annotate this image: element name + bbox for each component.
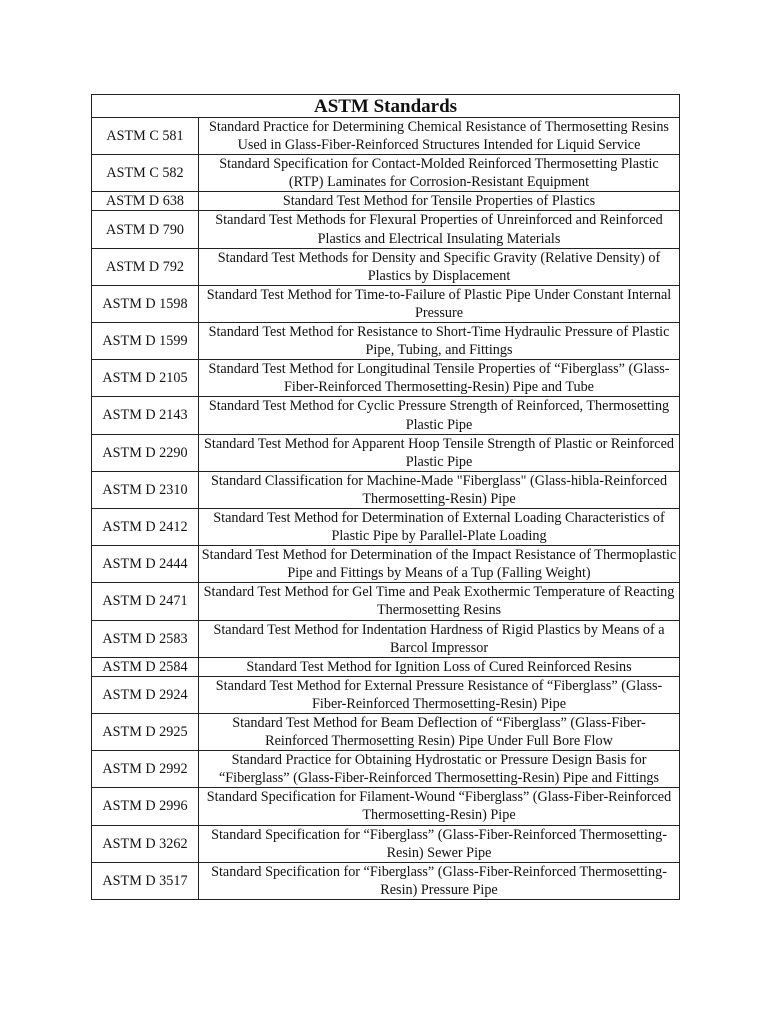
table-row (92, 360, 680, 397)
standard-code: ASTM C 582 (92, 155, 199, 192)
standard-code: ASTM C 581 (92, 118, 199, 155)
standard-code: ASTM D 2996 (92, 788, 199, 825)
standard-description: Standard Test Methods for Density and Specific Gravity (Relative Density) of Plastics by Displacement (199, 248, 680, 285)
standard-description: Standard Test Method for Longitudinal Tensile Properties of “Fiberglass” (Glass-Fiber-Reinforced Thermosetting-Resin) Pipe and Tube (199, 360, 680, 397)
standard-description: Standard Test Method for Apparent Hoop Tensile Strength of Plastic or Reinforced Plastic Pipe (199, 434, 680, 471)
table-row (92, 657, 680, 676)
astm-standards-table (91, 94, 680, 900)
table-row (92, 285, 680, 322)
table-row (92, 583, 680, 620)
table-title: ASTM Standards (92, 95, 680, 118)
table-row (92, 471, 680, 508)
standard-description: Standard Test Method for Gel Time and Peak Exothermic Temperature of Reacting Thermosetting Resins (199, 583, 680, 620)
table-row (92, 508, 680, 545)
standard-code: ASTM D 2310 (92, 471, 199, 508)
standard-code: ASTM D 2290 (92, 434, 199, 471)
table-row (92, 676, 680, 713)
standard-code: ASTM D 2992 (92, 751, 199, 788)
standard-code: ASTM D 2412 (92, 508, 199, 545)
standard-code: ASTM D 2444 (92, 546, 199, 583)
standard-description: Standard Test Method for Determination of the Impact Resistance of Thermoplastic Pipe and Fittings by Means of a Tup (Falling Weight) (199, 546, 680, 583)
standard-description: Standard Test Method for Time-to-Failure of Plastic Pipe Under Constant Internal Pressure (199, 285, 680, 322)
table-row (92, 211, 680, 248)
table-body (92, 118, 680, 900)
table-title-row (92, 95, 680, 118)
standard-code: ASTM D 2471 (92, 583, 199, 620)
table-row (92, 825, 680, 862)
table-row (92, 751, 680, 788)
standard-description: Standard Practice for Obtaining Hydrostatic or Pressure Design Basis for “Fiberglass” (Glass-Fiber-Reinforced Thermosetting-Resin) Pipe and Fittings (199, 751, 680, 788)
standard-description: Standard Test Method for Indentation Hardness of Rigid Plastics by Means of a Barcol Impressor (199, 620, 680, 657)
standard-code: ASTM D 1599 (92, 323, 199, 360)
table-row (92, 397, 680, 434)
table-row (92, 620, 680, 657)
standard-description: Standard Test Method for External Pressure Resistance of “Fiberglass” (Glass-Fiber-Reinforced Thermosetting-Resin) Pipe (199, 676, 680, 713)
table-row (92, 323, 680, 360)
standard-description: Standard Test Method for Cyclic Pressure Strength of Reinforced, Thermosetting Plastic Pipe (199, 397, 680, 434)
table-row (92, 248, 680, 285)
standard-description: Standard Test Method for Ignition Loss of Cured Reinforced Resins (199, 657, 680, 676)
standard-code: ASTM D 2583 (92, 620, 199, 657)
table-row (92, 155, 680, 192)
standard-description: Standard Specification for Filament-Wound “Fiberglass” (Glass-Fiber-Reinforced Thermosetting-Resin) Pipe (199, 788, 680, 825)
standard-code: ASTM D 2924 (92, 676, 199, 713)
standard-description: Standard Test Methods for Flexural Properties of Unreinforced and Reinforced Plastics and Electrical Insulating Materials (199, 211, 680, 248)
standard-description: Standard Classification for Machine-Made "Fiberglass" (Glass-hibla-Reinforced Thermosetting-Resin) Pipe (199, 471, 680, 508)
standard-code: ASTM D 790 (92, 211, 199, 248)
table-row (92, 714, 680, 751)
standard-code: ASTM D 638 (92, 192, 199, 211)
standard-description: Standard Specification for “Fiberglass” (Glass-Fiber-Reinforced Thermosetting-Resin) Sewer Pipe (199, 825, 680, 862)
standard-code: ASTM D 3262 (92, 825, 199, 862)
standard-code: ASTM D 3517 (92, 862, 199, 899)
standard-description: Standard Specification for Contact-Molded Reinforced Thermosetting Plastic (RTP) Laminates for Corrosion-Resistant Equipment (199, 155, 680, 192)
table-row (92, 192, 680, 211)
table-row (92, 546, 680, 583)
standard-description: Standard Practice for Determining Chemical Resistance of Thermosetting Resins Used in Glass-Fiber-Reinforced Structures Intended for Liquid Service (199, 118, 680, 155)
table-row (92, 788, 680, 825)
standard-code: ASTM D 2143 (92, 397, 199, 434)
standard-code: ASTM D 2105 (92, 360, 199, 397)
standard-code: ASTM D 2584 (92, 657, 199, 676)
standard-description: Standard Test Method for Beam Deflection of “Fiberglass” (Glass-Fiber-Reinforced Thermosetting Resin) Pipe Under Full Bore Flow (199, 714, 680, 751)
table-row (92, 434, 680, 471)
standard-code: ASTM D 792 (92, 248, 199, 285)
standard-description: Standard Test Method for Determination of External Loading Characteristics of Plastic Pipe by Parallel-Plate Loading (199, 508, 680, 545)
standard-description: Standard Specification for “Fiberglass” (Glass-Fiber-Reinforced Thermosetting-Resin) Pressure Pipe (199, 862, 680, 899)
table-row (92, 118, 680, 155)
table-row (92, 862, 680, 899)
standard-description: Standard Test Method for Tensile Properties of Plastics (199, 192, 680, 211)
standard-description: Standard Test Method for Resistance to Short-Time Hydraulic Pressure of Plastic Pipe, Tubing, and Fittings (199, 323, 680, 360)
standard-code: ASTM D 2925 (92, 714, 199, 751)
standard-code: ASTM D 1598 (92, 285, 199, 322)
